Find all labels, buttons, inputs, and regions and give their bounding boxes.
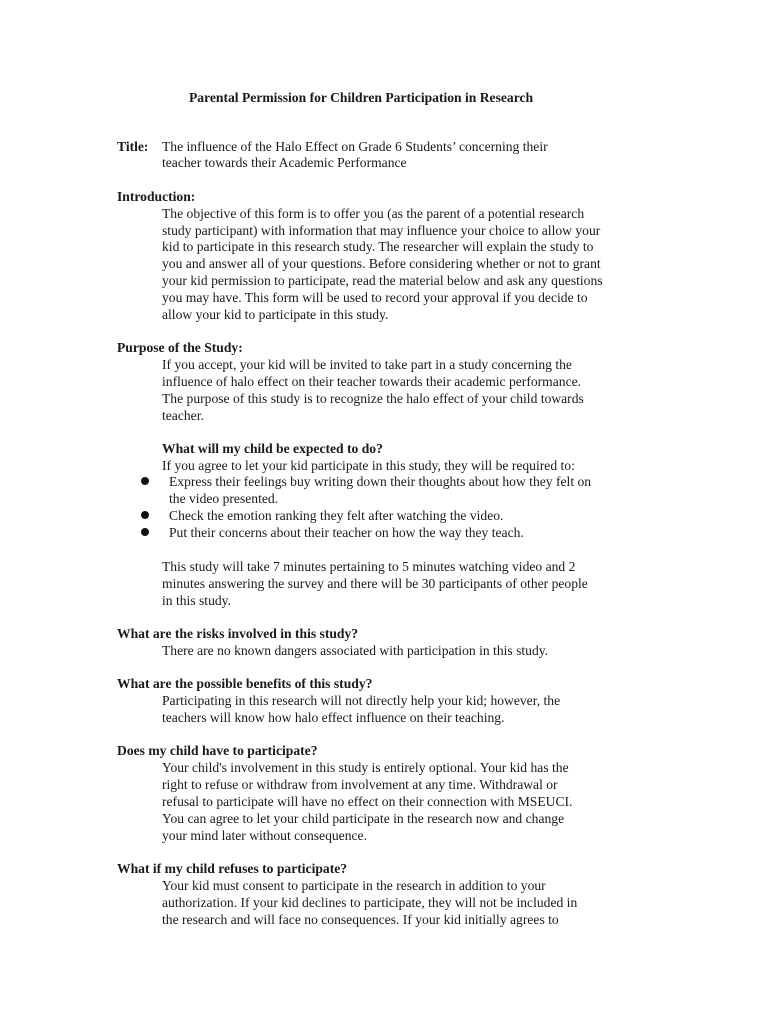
expected-closing-line: in this study.	[162, 593, 231, 608]
purpose-line: If you accept, your kid will be invited to take part in a study concerning the	[162, 357, 572, 372]
introduction-line: your kid permission to participate, read the material below and ask any questions	[162, 273, 603, 288]
benefits-line: teachers will know how halo effect influence on their teaching.	[162, 710, 505, 725]
expected-closing-line: This study will take 7 minutes pertaining to 5 minutes watching video and 2	[162, 559, 576, 574]
benefits-heading: What are the possible benefits of this study?	[117, 676, 373, 691]
participate-line: Your child's involvement in this study is entirely optional. Your kid has the	[162, 760, 569, 775]
bullet-item-line: the video presented.	[169, 491, 279, 506]
introduction-line: The objective of this form is to offer you (as the parent of a potential research	[162, 206, 585, 221]
expected-intro: If you agree to let your kid participate in this study, they will be required to:	[162, 458, 575, 473]
purpose-line: influence of halo effect on their teacher towards their academic performance.	[162, 374, 582, 389]
purpose-heading: Purpose of the Study:	[117, 340, 243, 355]
participate-line: refusal to participate will have no effect on their connection with MSEUCI.	[162, 794, 573, 809]
document-title: Parental Permission for Children Participation in Research	[189, 90, 534, 105]
bullet-icon	[141, 511, 149, 519]
introduction-line: you and answer all of your questions. Before considering whether or not to grant	[162, 256, 601, 271]
purpose-line: The purpose of this study is to recognize the halo effect of your child towards	[162, 391, 584, 406]
refuse-line: Your kid must consent to participate in the research in addition to your	[162, 878, 546, 893]
risks-line: There are no known dangers associated with participation in this study.	[162, 643, 549, 658]
participate-heading: Does my child have to participate?	[117, 743, 318, 758]
participate-line: You can agree to let your child participate in the research now and change	[162, 811, 565, 826]
purpose-line: teacher.	[162, 408, 204, 423]
introduction-heading: Introduction:	[117, 189, 196, 204]
expected-heading: What will my child be expected to do?	[162, 441, 383, 456]
participate-line: your mind later without consequence.	[162, 828, 367, 843]
bullet-icon	[141, 477, 149, 485]
bullet-item-line: Express their feelings buy writing down their thoughts about how they felt on	[169, 474, 592, 489]
title-line: teacher towards their Academic Performance	[162, 155, 407, 170]
benefits-line: Participating in this research will not directly help your kid; however, the	[162, 693, 561, 708]
expected-closing-line: minutes answering the survey and there will be 30 participants of other people	[162, 576, 588, 591]
participate-line: right to refuse or withdraw from involvement at any time. Withdrawal or	[162, 777, 558, 792]
refuse-heading: What if my child refuses to participate?	[117, 861, 348, 876]
refuse-line: the research and will face no consequences. If your kid initially agrees to	[162, 912, 559, 927]
bullet-icon	[141, 528, 149, 536]
introduction-line: study participant) with information that may influence your choice to allow your	[162, 223, 601, 238]
title-line: The influence of the Halo Effect on Grade 6 Students’ concerning their	[162, 139, 548, 154]
risks-heading: What are the risks involved in this study?	[117, 626, 359, 641]
introduction-line: you may have. This form will be used to record your approval if you decide to	[162, 290, 588, 305]
bullet-item-line: Put their concerns about their teacher on how the way they teach.	[169, 525, 524, 540]
title-label: Title:	[117, 139, 149, 154]
introduction-line: allow your kid to participate in this study.	[162, 307, 389, 322]
introduction-line: kid to participate in this research study. The researcher will explain the study to	[162, 239, 594, 254]
bullet-item-line: Check the emotion ranking they felt after watching the video.	[169, 508, 504, 523]
refuse-line: authorization. If your kid declines to participate, they will not be included in	[162, 895, 578, 910]
